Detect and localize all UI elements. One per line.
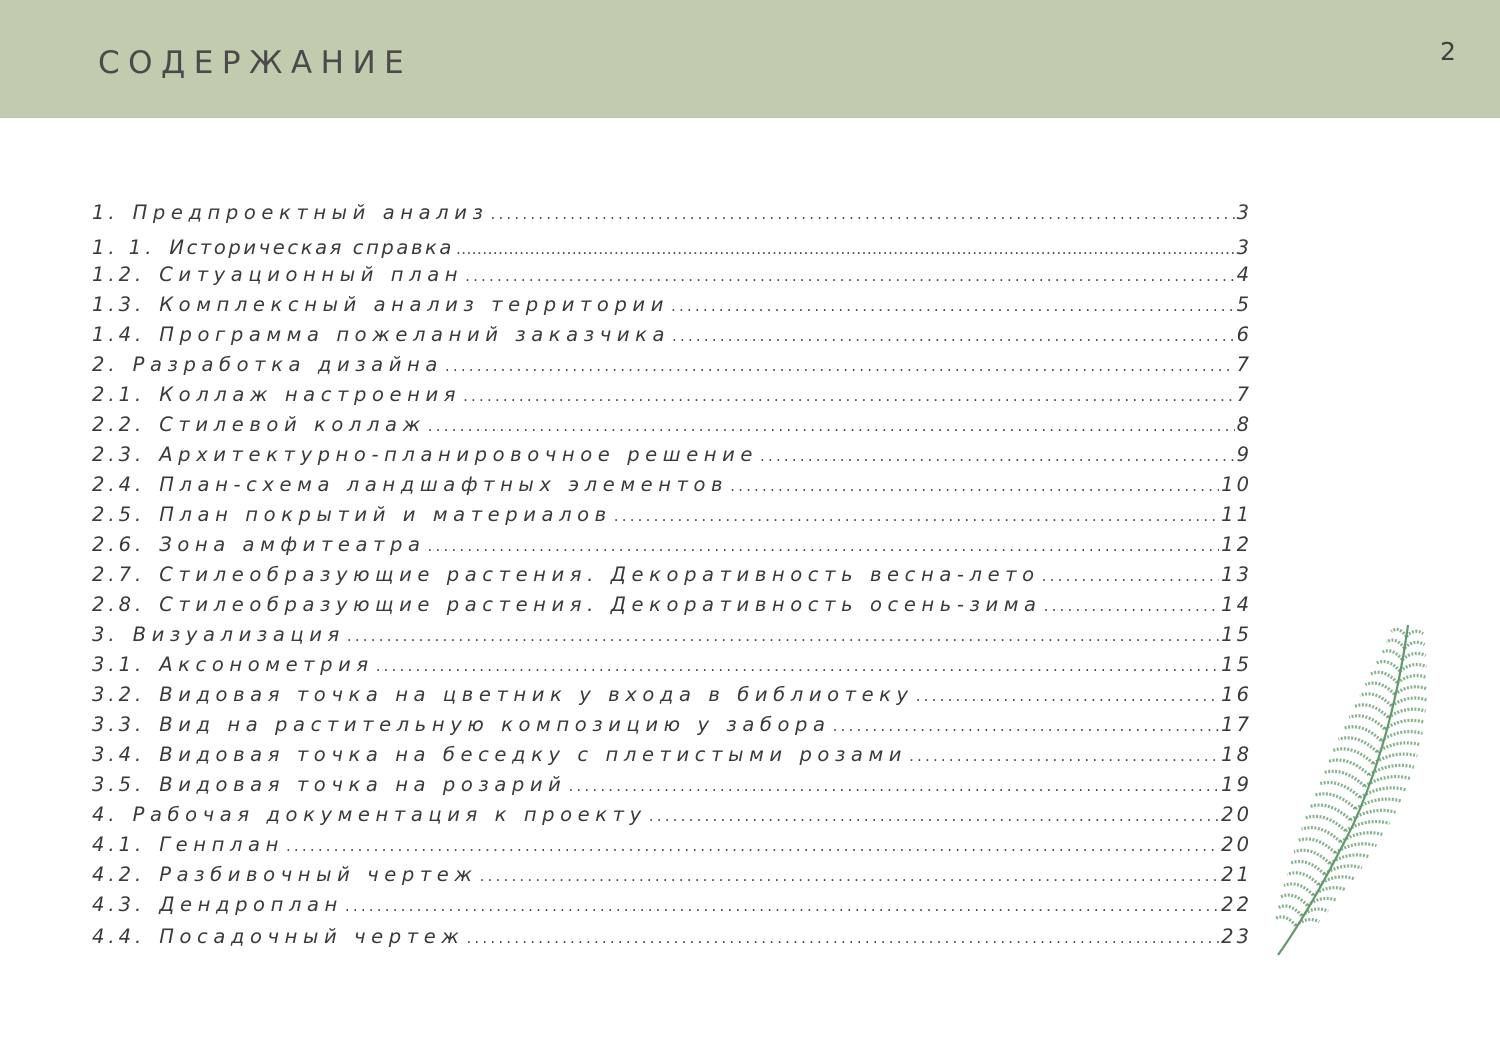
fern-leaflet <box>1406 631 1423 636</box>
fern-leaflet <box>1381 651 1402 660</box>
toc-entry-title: Посадочный чертеж <box>159 925 465 948</box>
toc-entry-page: 7 <box>1236 383 1252 406</box>
toc-entry-page: 10 <box>1221 473 1252 496</box>
toc-dot-leader <box>463 383 1235 409</box>
toc-entry-number: 3.2. <box>92 683 146 706</box>
toc-entry-page: 15 <box>1221 623 1252 646</box>
fern-leaflet <box>1391 698 1426 706</box>
toc-entry[interactable] <box>92 562 1252 588</box>
fern-leaflet <box>1355 799 1401 809</box>
toc-dot-leader <box>730 473 1219 499</box>
toc-dot-leader <box>1042 563 1220 589</box>
toc-dot-leader <box>428 413 1235 439</box>
toc-dot-leader <box>428 533 1220 559</box>
toc-entry[interactable] <box>92 892 1252 918</box>
toc-entry-title: Предпроектный анализ <box>132 201 489 224</box>
toc-dot-leader <box>833 713 1220 739</box>
toc-entry-number: 4.4. <box>92 925 146 948</box>
toc-entry[interactable] <box>92 862 1252 888</box>
toc-entry[interactable] <box>92 802 1252 828</box>
toc-dot-leader <box>568 773 1219 799</box>
toc-entry-page: 17 <box>1221 713 1252 736</box>
toc-dot-leader <box>480 863 1220 889</box>
fern-leaflet <box>1349 716 1385 729</box>
fern-leaflet <box>1402 653 1425 659</box>
toc-dot-leader <box>345 893 1219 919</box>
toc-entry-number: 4.3. <box>92 893 146 916</box>
toc-entry-page: 22 <box>1221 893 1252 916</box>
toc-entry[interactable] <box>92 442 1252 468</box>
toc-entry-number: 2.5. <box>92 503 146 526</box>
toc-entry-title: Вид на растительную композицию у забора <box>159 713 831 736</box>
toc-entry-page: 20 <box>1221 803 1252 826</box>
fern-leaflet <box>1340 833 1383 842</box>
fern-leaflet <box>1360 694 1392 706</box>
fern-leaflet <box>1314 794 1355 809</box>
toc-entry-number: 1. <box>92 201 119 224</box>
toc-entry-page: 16 <box>1221 683 1252 706</box>
toc-entry-title: Зона амфитеатра <box>159 533 426 556</box>
toc-entry[interactable] <box>92 532 1252 558</box>
toc-entry-page: 4 <box>1236 263 1252 286</box>
toc-entry-title: Видовая точка на розарий <box>159 773 567 796</box>
toc-entry[interactable] <box>92 322 1252 348</box>
toc-entry-title: Рабочая документация к проекту <box>132 803 647 826</box>
toc-dot-leader <box>909 743 1219 769</box>
toc-entry-page: 8 <box>1236 413 1252 436</box>
fern-leaflet <box>1391 629 1406 636</box>
toc-dot-leader <box>466 925 1219 951</box>
toc-entry-number: 2.1. <box>92 383 146 406</box>
fern-leaflet <box>1278 906 1302 916</box>
toc-entry[interactable] <box>92 742 1252 768</box>
toc-entry-title: Комплексный анализ территории <box>159 293 669 316</box>
fern-leaflet <box>1324 771 1365 786</box>
toc-entry-title: Аксонометрия <box>159 653 374 676</box>
toc-entry-title: Историческая справка <box>169 236 454 259</box>
fern-leaflet <box>1302 909 1329 916</box>
fern-leaflet <box>1275 917 1296 926</box>
toc-entry[interactable] <box>92 652 1252 678</box>
fern-leaflet <box>1400 665 1427 672</box>
toc-entry-number: 2. <box>92 353 119 376</box>
toc-entry-page: 20 <box>1221 833 1252 856</box>
toc-entry-title: Разбивочный чертеж <box>159 863 478 886</box>
toc-dot-leader <box>491 201 1235 227</box>
fern-leaflet <box>1345 822 1389 831</box>
toc-entry-title: Дендроплан <box>159 893 343 916</box>
toc-entry-number: 2.6. <box>92 533 146 556</box>
toc-entry-page: 14 <box>1221 593 1252 616</box>
toc-entry-page: 23 <box>1221 925 1252 948</box>
toc-dot-leader <box>347 623 1219 649</box>
toc-entry-page: 3 <box>1236 201 1252 224</box>
toc-entry-title: Стилеобразующие растения. Декоративность весна-лето <box>159 563 1040 586</box>
toc-entry[interactable] <box>92 924 1252 950</box>
fern-leaflet <box>1385 720 1425 729</box>
toc-entry-title: Стилевой коллаж <box>159 413 426 436</box>
toc-entry-number: 3.1. <box>92 653 146 676</box>
toc-entry-number: 2.2. <box>92 413 146 436</box>
toc-entry-page: 7 <box>1236 353 1252 376</box>
toc-entry[interactable] <box>92 682 1252 708</box>
toc-dot-leader <box>672 323 1235 349</box>
fern-leaflet <box>1335 844 1377 853</box>
fern-leaflet <box>1298 839 1335 853</box>
toc-entry[interactable] <box>92 472 1252 498</box>
toc-entry[interactable] <box>92 235 1252 261</box>
toc-entry[interactable] <box>92 832 1252 858</box>
fern-leaflet <box>1330 855 1370 864</box>
fern-leaflet <box>1333 749 1373 764</box>
toc-entry-page: 3 <box>1236 236 1252 259</box>
toc-entry-title: Видовая точка на цветник у входа в библиотеку <box>159 683 914 706</box>
toc-entry-number: 3. <box>92 623 119 646</box>
toc-entry-page: 19 <box>1221 773 1252 796</box>
fern-leaflet <box>1319 782 1360 797</box>
toc-dot-leader <box>916 683 1219 709</box>
toc-entry-page: 12 <box>1221 533 1252 556</box>
toc-entry-number: 1.4. <box>92 323 146 346</box>
toc-entry-page: 18 <box>1221 743 1252 766</box>
toc-dot-leader <box>456 236 1235 262</box>
toc-entry-title: План-схема ландшафтных элементов <box>159 473 729 496</box>
toc-dot-leader <box>465 263 1234 289</box>
toc-entry-number: 2.4. <box>92 473 146 496</box>
toc-entry-page: 21 <box>1221 863 1252 886</box>
toc-entry-page: 11 <box>1221 503 1252 526</box>
toc-entry-page: 13 <box>1221 563 1252 586</box>
fern-leaflet <box>1388 709 1426 717</box>
toc-entry-number: 4.1. <box>92 833 146 856</box>
toc-entry-page: 6 <box>1236 323 1252 346</box>
fern-leaflet <box>1397 676 1427 683</box>
fern-leaflet <box>1405 642 1425 648</box>
fern-leaflet <box>1371 672 1398 683</box>
toc-entry-number: 2.3. <box>92 443 146 466</box>
toc-entry-number: 1.2. <box>92 263 146 286</box>
toc-entry[interactable] <box>92 262 1252 288</box>
toc-entry-number: 1. 1. <box>92 236 156 259</box>
fern-leaflet <box>1291 862 1325 875</box>
toc-entry[interactable] <box>92 592 1252 618</box>
toc-dot-leader <box>760 443 1235 469</box>
toc-entry-number: 4.2. <box>92 863 146 886</box>
toc-entry-title: Программа пожеланий заказчика <box>159 323 671 346</box>
toc-dot-leader <box>445 353 1235 379</box>
fern-leaflet <box>1386 640 1404 648</box>
toc-entry-page: 9 <box>1236 443 1252 466</box>
toc-entry-title: План покрытий и материалов <box>159 503 612 526</box>
toc-dot-leader <box>1044 593 1220 619</box>
fern-leaflet <box>1281 895 1308 906</box>
page-number: 2 <box>1440 37 1456 66</box>
toc-entry-page: 5 <box>1236 293 1252 316</box>
toc-entry[interactable] <box>92 412 1252 438</box>
toc-dot-leader <box>376 653 1219 679</box>
page-title: СОДЕРЖАНИЕ <box>98 45 413 81</box>
toc-entry-title: Разработка дизайна <box>132 353 443 376</box>
toc-entry[interactable] <box>92 352 1252 378</box>
toc-entry-number: 3.4. <box>92 743 146 766</box>
toc-dot-leader <box>614 503 1219 529</box>
toc-dot-leader <box>286 833 1219 859</box>
fern-leaflet <box>1310 805 1351 820</box>
toc-entry[interactable] <box>92 292 1252 318</box>
toc-entry-number: 2.8. <box>92 593 146 616</box>
toc-entry-page: 15 <box>1221 653 1252 676</box>
toc-entry[interactable] <box>92 622 1252 648</box>
fern-leaflet <box>1328 760 1369 775</box>
toc-entry-title: Генплан <box>159 833 284 856</box>
toc-entry[interactable] <box>92 502 1252 528</box>
toc-entry-number: 3.5. <box>92 773 146 796</box>
toc-entry-number: 3.3. <box>92 713 146 736</box>
toc-entry[interactable] <box>92 712 1252 738</box>
toc-entry-number: 1.3. <box>92 293 146 316</box>
toc-entry[interactable] <box>92 772 1252 798</box>
fern-leaflet <box>1376 661 1400 671</box>
toc-dot-leader <box>649 803 1219 829</box>
toc-entry-title: Стилеобразующие растения. Декоративность осень-зима <box>159 593 1042 616</box>
fern-leaflet <box>1395 687 1427 695</box>
toc-entry-title: Архитектурно-планировочное решение <box>159 443 759 466</box>
toc-entry-number: 2.7. <box>92 563 146 586</box>
toc-dot-leader <box>671 293 1235 319</box>
fern-leaf-icon <box>1258 620 1458 980</box>
toc-entry-title: Ситуационный план <box>159 263 464 286</box>
toc-entry-title: Визуализация <box>132 623 345 646</box>
toc-entry[interactable] <box>92 200 1252 226</box>
toc-entry[interactable] <box>92 382 1252 408</box>
toc-entry-number: 4. <box>92 803 119 826</box>
toc-entry-title: Видовая точка на беседку с плетистыми розами <box>159 743 908 766</box>
toc-entry-title: Коллаж настроения <box>159 383 462 406</box>
